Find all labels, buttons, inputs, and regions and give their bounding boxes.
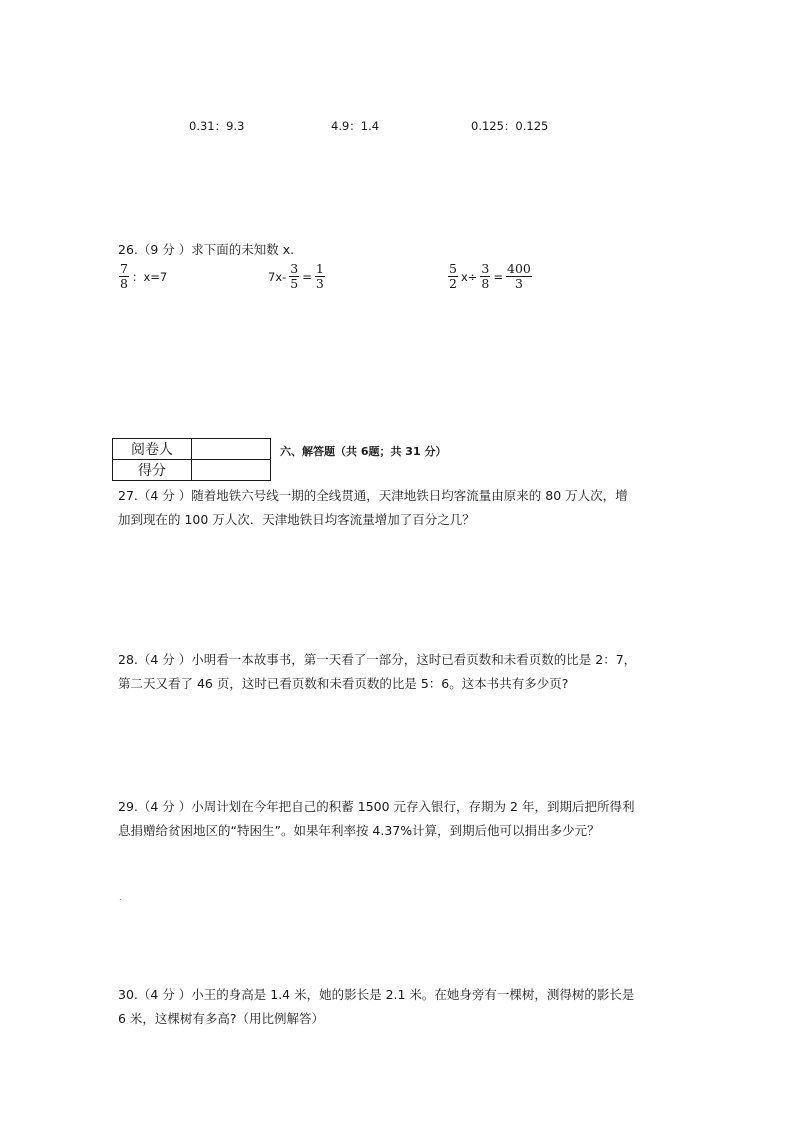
fraction [480,262,490,291]
section-title: 六、解答题（共 6题；共 31 分） [280,445,447,458]
question-29-line-2: 息捐赠给贫困地区的“特困生”。如果年利率按 4.37%计算，到期后他可以捐出多少元？ [118,823,600,838]
question-30-line-1: 30.（4 分 ）小王的身高是 1.4 米，她的影长是 2.1 米。在她身旁有一棵树，测得树的影长是 [118,987,635,1002]
score-label: 得分 [113,460,192,481]
score-table [112,438,271,481]
fraction [315,262,325,291]
question-27-line-1: 27.（4 分 ）随着地铁六号线一期的全线贯通，天津地铁日均客流量由原来的 80 万人次，增 [118,488,628,503]
question-29 [118,795,634,843]
score-table-row [113,439,271,460]
stray-mark: . [119,893,122,902]
numerator: 400 [507,261,531,276]
question-30 [118,983,634,1031]
numerator: 3 [290,261,299,276]
q26-equation-1 [118,262,169,291]
operator: x÷ [460,269,478,284]
question-28-line-2: 第二天又看了 46 页，这时已看页数和未看页数的比是 5：6。这本书共有多少页? [118,676,569,691]
denominator: 3 [315,276,324,291]
question-30-line-2: 6 米，这棵树有多高?（用比例解答） [118,1011,325,1026]
question-26-header: 26.（9 分 ）求下面的未知数 x. [118,242,295,257]
question-28 [118,648,636,696]
ratio-item-3: 0.125：0.125 [471,119,549,133]
fraction [448,262,458,291]
numerator: 5 [449,261,457,276]
equation-text: 7x- [268,269,287,284]
question-29-line-1: 29.（4 分 ）小周计划在今年把自己的积蓄 1500 元存入银行，存期为 2 年，到期后把所得利 [118,799,635,814]
q26-equation-2 [266,262,326,291]
denominator: 2 [449,276,457,291]
ratio-item-2: 4.9：1.4 [331,119,380,133]
denominator: 3 [514,276,523,291]
fraction [289,262,299,291]
numerator: 7 [120,261,128,276]
denominator: 8 [481,276,490,291]
equation-text: ：x=7 [131,269,168,284]
equals-sign: = [493,269,503,284]
fraction [119,262,129,291]
score-field[interactable] [192,460,271,481]
score-table-row [113,460,271,481]
question-28-line-1: 28.（4 分 ）小明看一本故事书，第一天看了一部分，这时已看页数和未看页数的比是 2：7， [118,652,637,667]
ratio-item-1: 0.31：9.3 [189,119,245,133]
q26-equation-3 [447,262,533,291]
equals-sign: = [302,269,312,284]
denominator: 5 [290,276,299,291]
numerator: 1 [315,261,324,276]
numerator: 3 [481,261,490,276]
reviewer-field[interactable] [192,439,271,460]
denominator: 8 [120,276,128,291]
reviewer-label: 阅卷人 [113,439,192,460]
question-27-line-2: 加到现在的 100 万人次．天津地铁日均客流量增加了百分之几？ [118,512,475,527]
fraction [506,262,532,291]
question-27 [118,484,628,532]
